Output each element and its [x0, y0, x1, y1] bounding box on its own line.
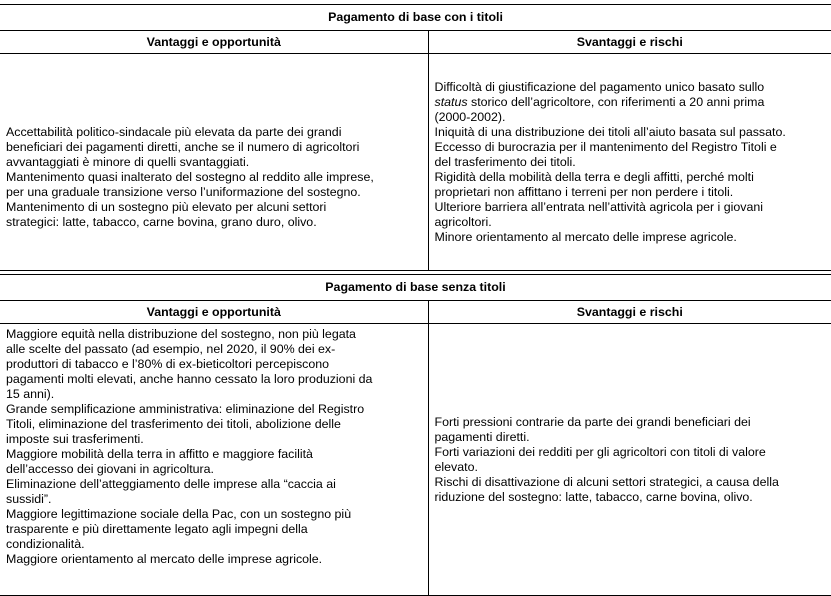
section1-title-row	[0, 5, 831, 31]
text-line: del trasferimento dei titoli.	[434, 154, 576, 169]
text-line: pagamenti diretti.	[434, 429, 530, 444]
text-line: Minore orientamento al mercato delle imprese agricole.	[434, 229, 737, 244]
text-line: Maggiore legittimazione sociale della Pac, con un sostegno più	[6, 507, 352, 521]
text-line: Ulteriore barriera all’entrata nell’attività agricola per i giovani	[434, 199, 764, 214]
text-fragment: storico dell’agricoltore, con riferimenti a 20 anni prima	[467, 94, 765, 109]
section2-right-header: Svantaggi e rischi	[428, 301, 831, 324]
text-line: dell’accesso dei giovani in agricoltura.	[6, 462, 215, 476]
text-line: Maggiore orientamento al mercato delle imprese agricole.	[6, 552, 323, 566]
text-line: avvantaggiati è minore di quelli svantaggiati.	[6, 154, 250, 169]
section1-disadvantages-cell	[428, 54, 831, 271]
section2-header-row	[0, 301, 831, 324]
section1-left-header: Vantaggi e opportunità	[0, 31, 428, 54]
section2-disadvantages-cell	[428, 324, 831, 596]
text-line: per una graduale transizione verso l’uniformazione del sostegno.	[6, 184, 361, 199]
text-line: Maggiore equità nella distribuzione del sostegno, non più legata	[6, 327, 356, 341]
text-line: Mantenimento quasi inalterato del sostegno al reddito alle imprese,	[6, 169, 374, 184]
text-line: Mantenimento di un sostegno più elevato per alcuni settori	[6, 199, 327, 214]
text-line: trasparente e più direttamente legato agli impegni della	[6, 522, 308, 536]
section1-advantages-cell	[0, 54, 428, 271]
text-line: strategici: latte, tabacco, carne bovina, grano duro, olivo.	[6, 214, 317, 229]
text-line: Eccesso di burocrazia per il mantenimento del Registro Titoli e	[434, 139, 777, 154]
comparison-table	[0, 4, 831, 596]
text-line: Rigidità della mobilità della terra e degli affitti, perché molti	[434, 169, 754, 184]
text-line: imposte sui trasferimenti.	[6, 432, 144, 446]
section2-title: Pagamento di base senza titoli	[0, 275, 831, 301]
text-line	[435, 95, 826, 110]
text-line: Difficoltà di giustificazione del pagamento unico basato sullo	[434, 79, 765, 94]
text-line: Iniquità di una distribuzione dei titoli all’aiuto basata sul passato.	[434, 124, 786, 139]
text-line: produttori di tabacco e l’80% di ex-bieticoltori percepiscono	[6, 357, 330, 371]
italic-word: status	[434, 94, 468, 109]
section2-left-header: Vantaggi e opportunità	[0, 301, 428, 324]
text-line: alle scelte del passato (ad esempio, nel 2020, il 90% dei ex-	[6, 342, 336, 356]
text-line: 15 anni).	[6, 387, 55, 401]
text-line: agricoltori.	[434, 214, 492, 229]
text-line: proprietari non affittano i terreni per non perdere i titoli.	[434, 184, 734, 199]
text-line: Forti variazioni dei redditi per gli agricoltori con titoli di valore	[434, 444, 766, 459]
text-line: (2000-2002).	[434, 109, 506, 124]
section1-header-row	[0, 31, 831, 54]
text-line: Forti pressioni contrarie da parte dei grandi beneficiari dei	[434, 414, 751, 429]
text-line: beneficiari dei pagamenti diretti, anche se il numero di agricoltori	[6, 139, 360, 154]
text-line: Eliminazione dell’atteggiamento delle imprese alla “caccia ai	[6, 477, 336, 491]
section2-title-row	[0, 275, 831, 301]
section2-advantages-cell	[0, 324, 428, 596]
text-line: Rischi di disattivazione di alcuni settori strategici, a causa della	[434, 474, 779, 489]
text-line: sussidi”.	[6, 492, 52, 506]
text-line: Accettabilità politico-sindacale più elevata da parte dei grandi	[6, 124, 342, 139]
section1-right-header: Svantaggi e rischi	[428, 31, 831, 54]
text-line: elevato.	[434, 459, 478, 474]
text-line: condizionalità.	[6, 537, 85, 551]
section1-title: Pagamento di base con i titoli	[0, 5, 831, 31]
section2-content-row	[0, 324, 831, 596]
text-line: Grande semplificazione amministrativa: eliminazione del Registro	[6, 402, 365, 416]
text-line: Maggiore mobilità della terra in affitto e maggiore facilità	[6, 447, 313, 461]
section1-content-row	[0, 54, 831, 271]
text-line: Titoli, eliminazione del trasferimento dei titoli, abolizione delle	[6, 417, 341, 431]
text-line: riduzione del sostegno: latte, tabacco, carne bovina, olivo.	[434, 489, 753, 504]
text-line: pagamenti molti elevati, anche hanno cessato la loro produzioni da	[6, 372, 373, 386]
